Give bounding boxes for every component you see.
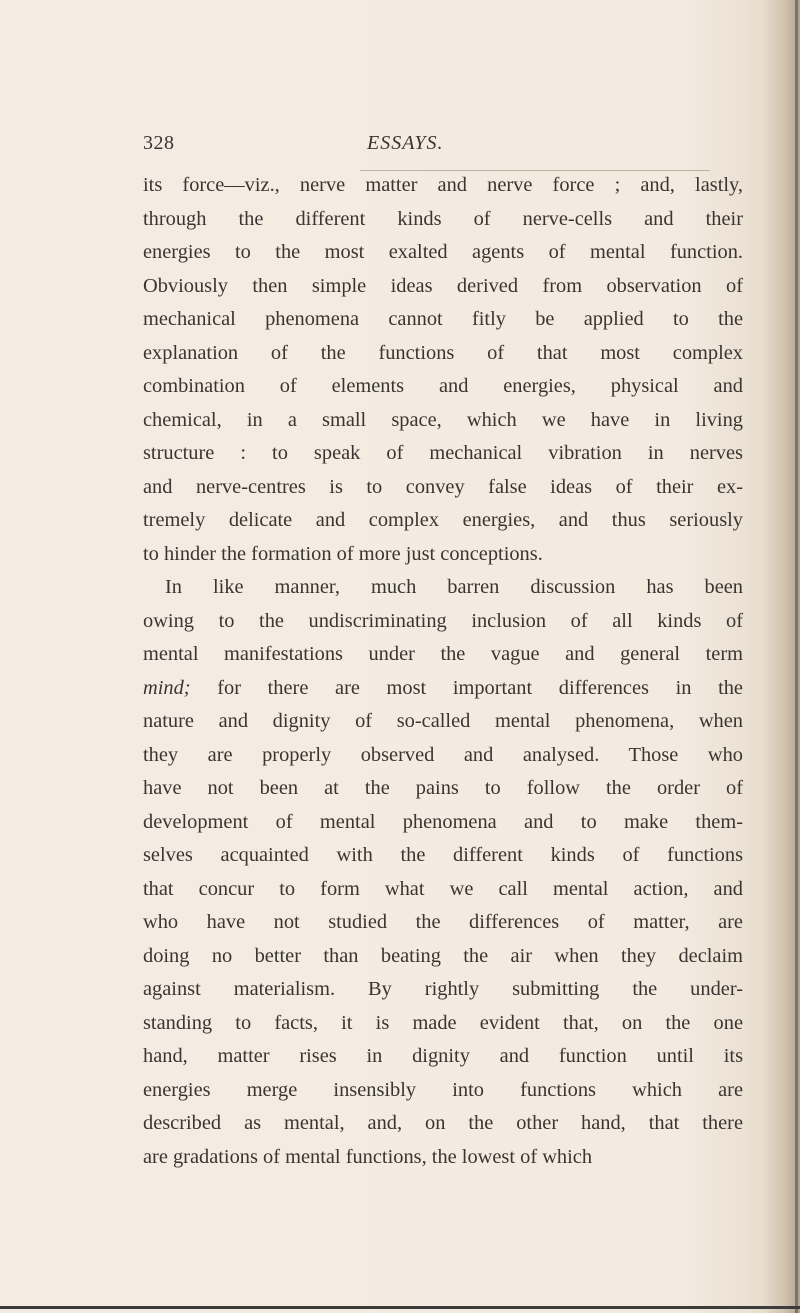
page-header xyxy=(143,132,733,162)
text-line: and nerve-centres is to convey false ideas of their ex- xyxy=(143,475,743,498)
running-head: ESSAYS. xyxy=(367,132,444,154)
page-number: 328 xyxy=(143,132,175,154)
text-line: mental manifestations under the vague and general term xyxy=(143,643,743,665)
text-line: Obviously then simple ideas derived from observation of xyxy=(143,274,743,297)
text-line: who have not studied the differences of matter, are xyxy=(143,911,743,933)
text-line: they are properly observed and analysed. Those who xyxy=(143,743,743,766)
text-line: have not been at the pains to follow the order of xyxy=(143,777,743,799)
text-line: mechanical phenomena cannot fitly be applied to the xyxy=(143,308,743,330)
text-line: through the different kinds of nerve-cells and their xyxy=(143,207,743,230)
text-line: doing no better than beating the air when they declaim xyxy=(143,944,743,967)
text-line: In like manner, much barren discussion has been xyxy=(165,576,743,598)
text-line: owing to the undiscriminating inclusion of all kinds of xyxy=(143,609,743,632)
text-line: nature and dignity of so-called mental phenomena, when xyxy=(143,710,743,732)
text-line: development of mental phenomena and to make them- xyxy=(143,810,743,833)
text-line: against materialism. By rightly submitting the under- xyxy=(143,978,743,1000)
text-line-rest: for there are most important differences in the xyxy=(217,676,743,699)
text-line: structure : to speak of mechanical vibration in nerves xyxy=(143,442,743,464)
text-line: hand, matter rises in dignity and function until its xyxy=(143,1045,743,1067)
text-line: to hinder the formation of more just conceptions. xyxy=(143,542,543,565)
text-line: described as mental, and, on the other hand, that there xyxy=(143,1112,743,1134)
italic-word: mind; xyxy=(143,676,191,699)
page-edge-line xyxy=(795,0,798,1313)
text-line: that concur to form what we call mental action, and xyxy=(143,877,743,900)
text-line: energies to the most exalted agents of mental function. xyxy=(143,241,743,263)
text-line: chemical, in a small space, which we have in living xyxy=(143,408,743,431)
text-line: selves acquainted with the different kinds of functions xyxy=(143,844,743,866)
text-line: are gradations of mental functions, the lowest of which xyxy=(143,1145,593,1168)
text-line: its force—viz., nerve matter and nerve force ; and, lastly, xyxy=(143,174,743,196)
body-text xyxy=(143,169,743,1174)
text-line: standing to facts, it is made evident that, on the one xyxy=(143,1011,743,1034)
text-line xyxy=(143,672,743,706)
text-line: energies merge insensibly into functions which are xyxy=(143,1078,743,1101)
text-line: combination of elements and energies, physical and xyxy=(143,375,743,397)
bottom-edge-line xyxy=(0,1306,800,1309)
text-line: explanation of the functions of that most complex xyxy=(143,341,743,364)
text-line: tremely delicate and complex energies, and thus seriously xyxy=(143,509,743,531)
